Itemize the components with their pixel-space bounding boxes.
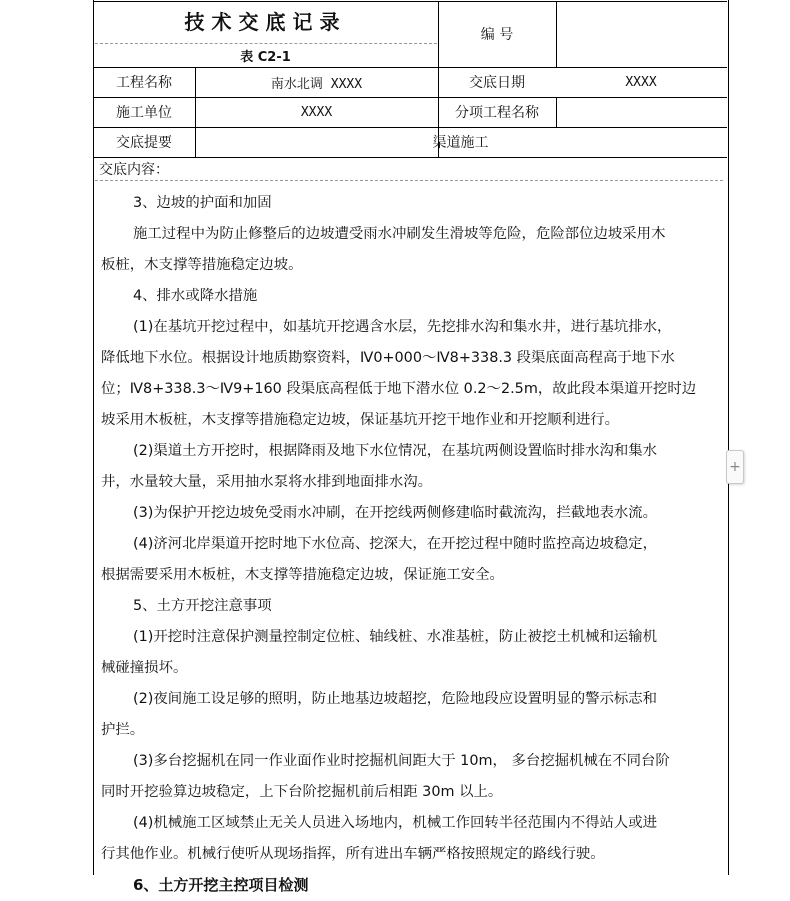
content-line: (2)渠道土方开挖时，根据降雨及地下水位情况，在基坑两侧设置临时排水沟和集水 [133, 443, 658, 459]
content-line: 根据需要采用木板桩，木支撑等措施稳定边坡，保证施工安全。 [101, 567, 504, 583]
content-line: 4、排水或降水措施 [133, 288, 258, 304]
content-line: (1)在基坑开挖过程中，如基坑开挖遇含水层，先挖排水沟和集水井，进行基坑排水， [133, 319, 672, 335]
expand-button[interactable] [726, 450, 744, 484]
document-title: 技术交底记录 [184, 10, 347, 34]
content-line: (3)多台挖掘机在同一作业面作业时挖掘机间距大于 10m， 多台挖掘机械在不同台阶 [133, 753, 670, 769]
date-value: XXXX [625, 74, 657, 90]
content-line: 同时开挖验算边坡稳定，上下台阶挖掘机前后相距 30m 以上。 [101, 784, 503, 800]
unit-label: 施工单位 [116, 105, 172, 121]
content-line: 井，水量较大量，采用抽水泵将水排到地面排水沟。 [101, 474, 432, 490]
content-line: 3、边坡的护面和加固 [133, 195, 272, 211]
project-name-value: 南水北调 XXXX [270, 76, 363, 92]
content-line: (1)开挖时注意保护测量控制定位桩、轴线桩、水准基桩，防止被挖土机械和运输机 [133, 629, 658, 645]
content-line: (2)夜间施工设足够的照明，防止地基边坡超挖，危险地段应设置明显的警示标志和 [133, 691, 658, 707]
summary-label: 交底提要 [116, 135, 172, 151]
section-heading: 6、土方开挖主控项目检测 [133, 876, 309, 894]
content-line: (3)为保护开挖边坡免受雨水冲刷，在开挖线两侧修建临时截流沟，拦截地表水流。 [133, 505, 658, 521]
dashed-guide [95, 43, 437, 44]
date-label: 交底日期 [469, 75, 525, 91]
content-line: 5、土方开挖注意事项 [133, 598, 272, 614]
content-line: 施工过程中为防止修整后的边坡遭受雨水冲刷发生滑坡等危险，危险部位边坡采用木 [133, 226, 666, 242]
project-name-label: 工程名称 [116, 75, 172, 91]
summary-value: 渠道施工 [432, 135, 489, 151]
dashed-guide [95, 180, 723, 181]
content-line: 降低地下水位。根据设计地质勘察资料，Ⅳ0+000～Ⅳ8+338.3 段渠底面高程高于地下水 [101, 350, 675, 366]
subproject-value [556, 97, 726, 127]
content-line: 板桩，木支撑等措施稳定边坡。 [101, 257, 303, 273]
subproject-label: 分项工程名称 [455, 105, 539, 121]
plus-icon: + [729, 459, 741, 475]
content-line: 位；Ⅳ8+338.3～Ⅳ9+160 段渠底高程低于地下潜水位 0.2～2.5m，故此段本渠道开挖时边 [101, 381, 697, 397]
content-label: 交底内容： [99, 162, 169, 178]
content-line: 坡采用木板桩，木支撑等措施稳定边坡，保证基坑开挖干地作业和开挖顺利进行。 [101, 412, 620, 428]
table-rule [93, 157, 727, 158]
content-line: (4)机械施工区域禁止无关人员进入场地内，机械工作回转半径范围内不得站人或进 [133, 815, 658, 831]
content-line: 护拦。 [101, 722, 145, 738]
form-code: 表 C2-1 [240, 50, 291, 65]
content-body [101, 188, 721, 901]
number-label: 编 号 [480, 27, 514, 43]
content-line: 行其他作业。机械行使听从现场指挥，所有进出车辆严格按照规定的路线行驶。 [101, 846, 605, 862]
content-line: 械碰撞损坏。 [101, 660, 188, 676]
content-line: (4)济河北岸渠道开挖时地下水位高、挖深大，在开挖过程中随时监控高边坡稳定， [133, 536, 658, 552]
unit-value: XXXX [300, 104, 333, 120]
number-value [556, 1, 726, 67]
